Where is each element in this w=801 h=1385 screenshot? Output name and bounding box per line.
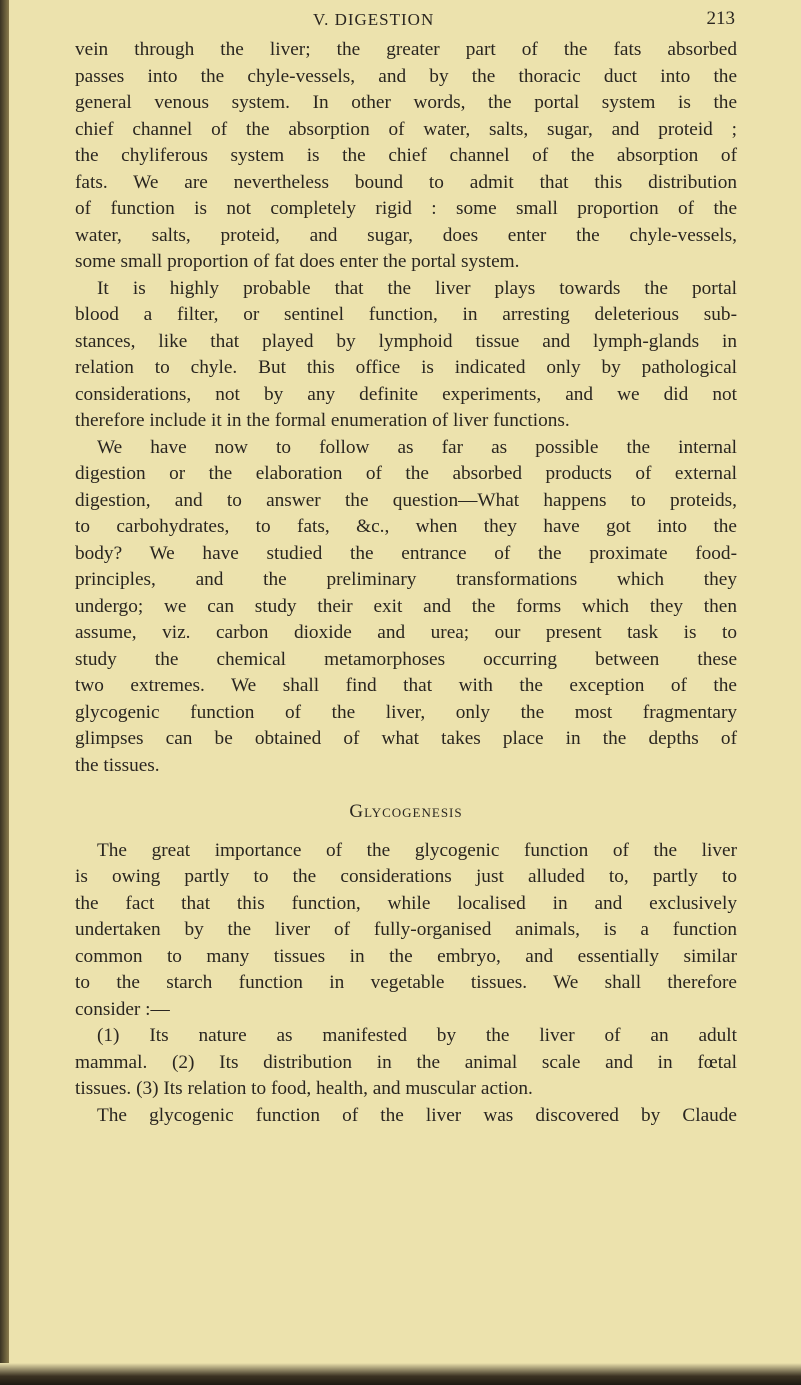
text-line: glimpses can be obtained of what takes place in the depths of [75,728,737,749]
text-line: undergo; we can study their exit and the forms which they then [75,595,737,617]
text-line: study the chemical metamorphoses occurring between these [75,648,737,670]
text-line: passes into the chyle-vessels, and by the thoracic duct into the [75,65,737,87]
text-line: of function is not completely rigid : some small proportion of the [75,198,737,219]
text-line: It is highly probable that the liver plays towards the portal [97,277,737,299]
running-title: V. DIGESTION [313,10,435,29]
text-line: the tissues. [75,754,160,776]
text-line: relation to chyle. But this office is indicated only by pathological [75,357,737,378]
text-line: to carbohydrates, to fats, &c., when they have got into the [75,516,737,537]
text-line: therefore include it in the formal enumeration of liver functions. [75,410,570,431]
text-line: undertaken by the liver of fully-organised animals, is a function [75,919,737,940]
text-line: water, salts, proteid, and sugar, does enter the chyle-vessels, [75,224,737,246]
running-header [75,8,735,32]
text-line: principles, and the preliminary transformations which they [75,569,737,590]
text-line: (1) Its nature as manifested by the liver of an adult [97,1025,737,1046]
text-line: to the starch function in vegetable tissues. We shall therefore [75,972,737,993]
text-line: common to many tissues in the embryo, and essentially similar [75,945,737,967]
text-line: chief channel of the absorption of water, salts, sugar, and proteid ; [75,118,737,140]
text-line: two extremes. We shall find that with the exception of the [75,675,737,696]
text-line: the fact that this function, while localised in and exclusively [75,892,737,914]
text-line: vein through the liver; the greater part of the fats absorbed [75,39,737,60]
text-line: fats. We are nevertheless bound to admit that this distribution [75,171,737,193]
text-line: general venous system. In other words, the portal system is the [75,92,737,113]
text-line: the chyliferous system is the chief channel of the absorption of [75,145,737,166]
section-intro [75,37,737,779]
text-line: The glycogenic function of the liver was discovered by Claude [97,1104,737,1126]
text-line: digestion or the elaboration of the absorbed products of external [75,463,737,484]
text-line: consider :— [75,998,170,1020]
text-line: tissues. (3) Its relation to food, health, and muscular action. [75,1078,533,1099]
text-line: mammal. (2) Its distribution in the animal scale and in fœtal [75,1051,737,1073]
text-line: blood a filter, or sentinel function, in arresting deleterious sub- [75,304,737,325]
text-line: assume, viz. carbon dioxide and urea; our present task is to [75,622,737,643]
page-number: 213 [706,8,735,29]
text-line: We have now to follow as far as possible the internal [97,436,737,458]
text-line: stances, like that played by lymphoid tissue and lymph-glands in [75,330,737,352]
section-heading: Glycogenesis [349,801,463,822]
text-line: The great importance of the glycogenic function of the liver [97,839,737,861]
body-text [75,37,737,1129]
text-line: some small proportion of fat does enter the portal system. [75,251,520,272]
text-line: considerations, not by any definite experiments, and we did not [75,383,737,405]
text-line: glycogenic function of the liver, only the most fragmentary [75,701,737,723]
text-line: digestion, and to answer the question—What happens to proteids, [75,489,737,511]
text-line: body? We have studied the entrance of the proximate food- [75,542,737,564]
page-binding-edge [0,0,9,1385]
text-line: is owing partly to the considerations just alluded to, partly to [75,866,737,887]
section-glycogenesis [75,838,737,1130]
page-bottom-edge [0,1363,801,1385]
